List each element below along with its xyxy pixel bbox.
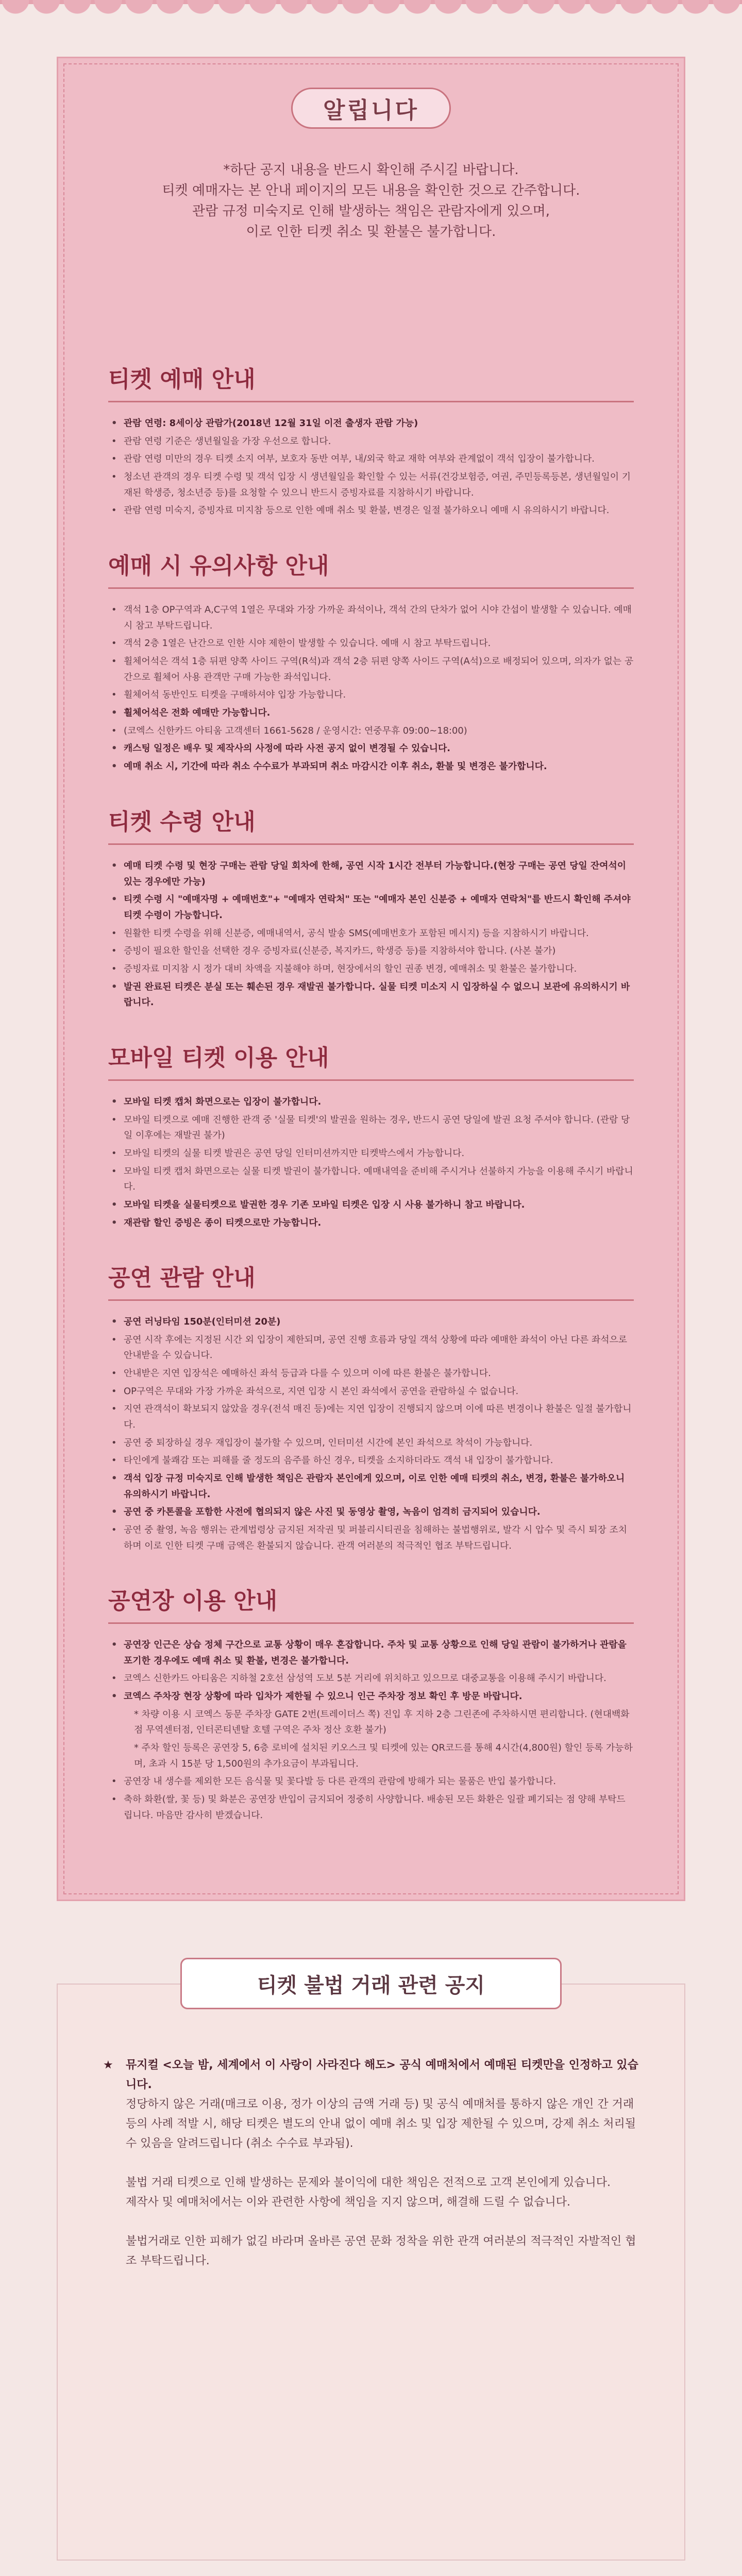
section-items (108, 858, 634, 1011)
section-title: 공연 관람 안내 (108, 1259, 634, 1301)
section-item: • 공연 러닝타임 150분(인터미션 20분) (108, 1314, 634, 1330)
section-item: • 증빙이 필요한 할인을 선택한 경우 증빙자료(신분증, 복지카드, 학생증 등)를 지참하셔야 합니다. (사본 불가) (108, 943, 634, 959)
section-item: • 축하 화환(쌀, 꽃 등) 및 화분은 공연장 반입이 금지되어 정중히 사양합니다. 배송된 모든 화환은 일괄 폐기되는 점 양해 부탁드립니다. 마음만 감사히 받겠습니다. (108, 1792, 634, 1823)
section-title: 공연장 이용 안내 (108, 1582, 634, 1624)
section (108, 361, 634, 521)
section-item: • 모바일 티켓을 실물티켓으로 발권한 경우 기존 모바일 티켓은 입장 시 사용 불가하니 참고 바랍니다. (108, 1197, 634, 1213)
section-item: • 객석 입장 규정 미숙지로 인해 발생한 책임은 관람자 본인에게 있으며, 이로 인한 예매 티켓의 취소, 변경, 환불은 불가하오니 유의하시기 바랍니다. (108, 1471, 634, 1502)
section-item: • 공연 중 촬영, 녹음 행위는 관계법령상 금지된 저작권 및 퍼블리시티권을 침해하는 불법행위로, 발각 시 압수 및 즉시 퇴장 조치하며 이로 인한 티켓 구매 금액은 환불되지 않습니다. 관객 여러분의 적극적인 협조 부탁드립니다. (108, 1522, 634, 1554)
section-items (108, 602, 634, 775)
section-item: • 객석 1층 OP구역과 A,C구역 1열은 무대와 가장 가까운 좌석이나, 객석 간의 단차가 없어 시야 간섭이 발생할 수 있습니다. 예매 시 참고 부탁드립니다. (108, 602, 634, 634)
notice-title: 티켓 불법 거래 관련 공지 (257, 1973, 485, 1997)
section-item: • 휠체어석은 전화 예매만 가능합니다. (108, 705, 634, 721)
intro-text (103, 160, 639, 242)
section-item: • 지연 관객석이 확보되지 않았을 경우(전석 매진 등)에는 지연 입장이 진행되지 않으며 이에 따른 변경이나 환불은 일절 불가합니다. (108, 1401, 634, 1433)
intro-line: 티켓 예매자는 본 안내 페이지의 모든 내용을 확인한 것으로 간주합니다. (162, 183, 580, 198)
section-item: • 관람 연령 미숙지, 증빙자료 미지참 등으로 인한 예매 취소 및 환불, 변경은 일절 불가하오니 예매 시 유의하시기 바랍니다. (108, 503, 634, 519)
section (108, 803, 634, 1013)
section-item: • 공연 중 퇴장하실 경우 재입장이 불가할 수 있으며, 인터미션 시간에 본인 좌석으로 착석이 가능합니다. (108, 1435, 634, 1451)
section-item: • 휠체어석 동반인도 티켓을 구매하셔야 입장 가능합니다. (108, 687, 634, 703)
intro-line: 관람 규정 미숙지로 인해 발생하는 책임은 관람자에게 있으며, (192, 204, 550, 219)
notice-content (103, 2056, 644, 2271)
intro-line: *하단 공지 내용을 반드시 확인해 주시길 바랍니다. (223, 162, 519, 178)
notice-paragraph: 제작사 및 예매처에서는 이와 관련한 사항에 책임을 지지 않으며, 해결해 드릴 수 없습니다. (126, 2196, 570, 2209)
section-item: • 공연장 내 생수를 제외한 모든 음식물 및 꽃다발 등 다른 관객의 관람에 방해가 되는 물품은 반입 불가합니다. (108, 1774, 634, 1790)
notice-paragraph: 불법 거래 티켓으로 인해 발생하는 문제와 불이익에 대한 책임은 전적으로 고객 본인에게 있습니다. (126, 2176, 611, 2189)
section-items (108, 416, 634, 519)
section-item: • 예매 티켓 수령 및 현장 구매는 관람 당일 회차에 한해, 공연 시작 1시간 전부터 가능합니다.(현장 구매는 공연 당일 잔여석이 있는 경우에만 가능) (108, 858, 634, 890)
page-title: 알립니다 (323, 97, 419, 124)
notice-title-wrap (180, 1958, 562, 2009)
section (108, 1582, 634, 1825)
section-item: • 모바일 티켓으로 예매 진행한 관객 중 '실물 티켓'의 발권을 원하는 경우, 반드시 공연 당일에 발권 요청 주셔야 합니다. (관람 당일 이후에는 재발권 불가) (108, 1112, 634, 1144)
section-title: 티켓 예매 안내 (108, 361, 634, 402)
section-item: • 예매 취소 시, 기간에 따라 취소 수수료가 부과되며 취소 마감시간 이후 취소, 환불 및 변경은 불가합니다. (108, 759, 634, 775)
section-item: • 코엑스 신한카드 아티움은 지하철 2호선 삼성역 도보 5분 거리에 위치하고 있으므로 대중교통을 이용해 주시기 바랍니다. (108, 1671, 634, 1687)
section (108, 1259, 634, 1556)
section-item: * 주차 할인 등록은 공연장 5, 6층 로비에 설치된 키오스크 및 티켓에 있는 QR코드를 통해 4시간(4,800원) 할인 등록 가능하며, 초과 시 15분 당 1,500원의 추가요금이 부과됩니다. (134, 1742, 633, 1769)
section-item: • 안내받은 지연 입장석은 예매하신 좌석 등급과 다를 수 있으며 이에 따른 환불은 불가합니다. (108, 1366, 634, 1382)
section-item: • 타인에게 불쾌감 또는 피해를 줄 정도의 음주를 하신 경우, 티켓을 소지하더라도 객석 내 입장이 불가합니다. (108, 1453, 634, 1469)
section-item: * 차량 이용 시 코엑스 동문 주차장 GATE 2번(트레이더스 쪽) 진입 후 지하 2층 그린존에 주차하시면 편리합니다. (현대백화점 무역센터점, 인터콘티넨탈 호텔 구역은 주차 정산 호환 불가) (134, 1708, 630, 1736)
title-pill (291, 88, 451, 129)
section-item: • 휠체어석은 객석 1층 뒤편 양쪽 사이드 구역(R석)과 객석 2층 뒤편 양쪽 사이드 구역(A석)으로 배정되어 있으며, 의자가 없는 공간으로 휠체어 사용 관객만 구매 가능한 좌석입니다. (108, 654, 634, 685)
section-item: • 관람 연령 기준은 생년월일을 가장 우선으로 합니다. (108, 434, 634, 450)
section-title: 예매 시 유의사항 안내 (108, 547, 634, 589)
section-item: • 공연 시작 후에는 지정된 시간 외 입장이 제한되며, 공연 진행 흐름과 당일 객석 상황에 따라 예매한 좌석이 아닌 다른 좌석으로 안내받을 수 있습니다. (108, 1332, 634, 1364)
section-title: 티켓 수령 안내 (108, 803, 634, 845)
section-item: • 객석 2층 1열은 난간으로 인한 시야 제한이 발생할 수 있습니다. 예매 시 참고 부탁드립니다. (108, 636, 634, 652)
section-item: • 공연 중 카톤콜을 포함한 사전에 협의되지 않은 사진 및 동영상 촬영, 녹음이 엄격히 금지되어 있습니다. (108, 1504, 634, 1520)
section-item: • 원활한 티켓 수령을 위해 신분증, 예매내역서, 공식 발송 SMS(예매번호가 포함된 메시지) 등을 지참하시기 바랍니다. (108, 926, 634, 942)
section-item: • 코엑스 주차장 현장 상황에 따라 입차가 제한될 수 있으니 인근 주차장 정보 확인 후 방문 바랍니다. (108, 1689, 634, 1705)
section-item: • 발권 완료된 티켓은 분실 또는 훼손된 경우 재발권 불가합니다. 실물 티켓 미소지 시 입장하실 수 없으니 보관에 유의하시기 바랍니다. (108, 979, 634, 1011)
section-item: • OP구역은 무대와 가장 가까운 좌석으로, 지연 입장 시 본인 좌석에서 공연을 관람하실 수 없습니다. (108, 1384, 634, 1400)
notice-title-box (180, 1958, 562, 2009)
section-item: • 증빙자료 미지참 시 정가 대비 차액을 지불해야 하며, 현장에서의 할인 권종 변경, 예매취소 및 환불은 불가합니다. (108, 961, 634, 977)
section-item: • (코엑스 신한카드 아티움 고객센터 1661-5628 / 운영시간: 연중무휴 09:00~18:00) (108, 723, 634, 739)
section (108, 1039, 634, 1233)
section-title: 모바일 티켓 이용 안내 (108, 1039, 634, 1081)
section-item: • 티켓 수령 시 "예매자명 + 예매번호"+ "예매자 연락처" 또는 "예매자 본인 신분증 + 예매자 연락처"를 반드시 확인해 주셔야 티켓 수령이 가능합니다. (108, 892, 634, 923)
section-items (108, 1314, 634, 1554)
section-item: • 청소년 관객의 경우 티켓 수령 및 객석 입장 시 생년월일을 확인할 수 있는 서류(건강보험증, 여권, 주민등록등본, 생년월일이 기재된 학생증, 청소년증 등)를 요청할 수 있으니 반드시 증빙자료를 지참하시기 바랍니다. (108, 469, 634, 501)
section-item: • 재관람 할인 증빙은 종이 티켓으로만 가능합니다. (108, 1215, 634, 1231)
section-items (108, 1094, 634, 1231)
section-item: • 공연장 인근은 상습 정체 구간으로 교통 상황이 매우 혼잡합니다. 주차 및 교통 상황으로 인해 당일 관람이 불가하거나 관람을 포기한 경우에도 예매 취소 및 환불, 변경은 불가합니다. (108, 1637, 634, 1669)
section-item: • 관람 연령 미만의 경우 티켓 소지 여부, 보호자 동반 여부, 내/외국 학교 재학 여부와 관계없이 객석 입장이 불가합니다. (108, 451, 634, 467)
section-item: • 관람 연령: 8세이상 관람가(2018년 12월 31일 이전 출생자 관람 가능) (108, 416, 634, 432)
section-item: • 모바일 티켓 캡처 화면으로는 실물 티켓 발권이 불가합니다. 예매내역을 준비해 주시거나 선불하지 가능을 이용해 주시기 바랍니다. (108, 1164, 634, 1195)
notice-lead: ★ 뮤지컬 <오늘 밤, 세계에서 이 사랑이 사라진다 해도> 공식 예매처에서 예매된 티켓만을 인정하고 있습니다. (103, 2056, 644, 2095)
notice-paragraph: 불법거래로 인한 피해가 없길 바라며 올바른 공연 문화 정착을 위한 관객 여러분의 적극적인 자발적인 협조 부탁드립니다. (126, 2235, 636, 2267)
top-scallop-border (0, 0, 742, 36)
notice-paragraph: 정당하지 않은 거래(매크로 이용, 정가 이상의 금액 거래 등) 및 공식 예매처를 통하지 않은 개인 간 거래 등의 사례 적발 시, 해당 티켓은 별도의 안내 없이 예매 취소 및 입장 제한될 수 있으며, 강제 취소 처리될 수 있음을 알려드립니다 (취소 수수료 부과됨). (126, 2098, 636, 2150)
section-item: • 모바일 티켓 캡처 화면으로는 입장이 불가합니다. (108, 1094, 634, 1110)
intro-line: 이로 인한 티켓 취소 및 환불은 불가합니다. (246, 224, 496, 240)
section-item: • 캐스팅 일정은 배우 및 제작사의 사정에 따라 사전 공지 없이 변경될 수 있습니다. (108, 741, 634, 757)
section (108, 547, 634, 777)
section-item: • 모바일 티켓의 실물 티켓 발권은 공연 당일 인터미션까지만 티켓박스에서 가능합니다. (108, 1146, 634, 1162)
section-items (108, 1637, 634, 1823)
